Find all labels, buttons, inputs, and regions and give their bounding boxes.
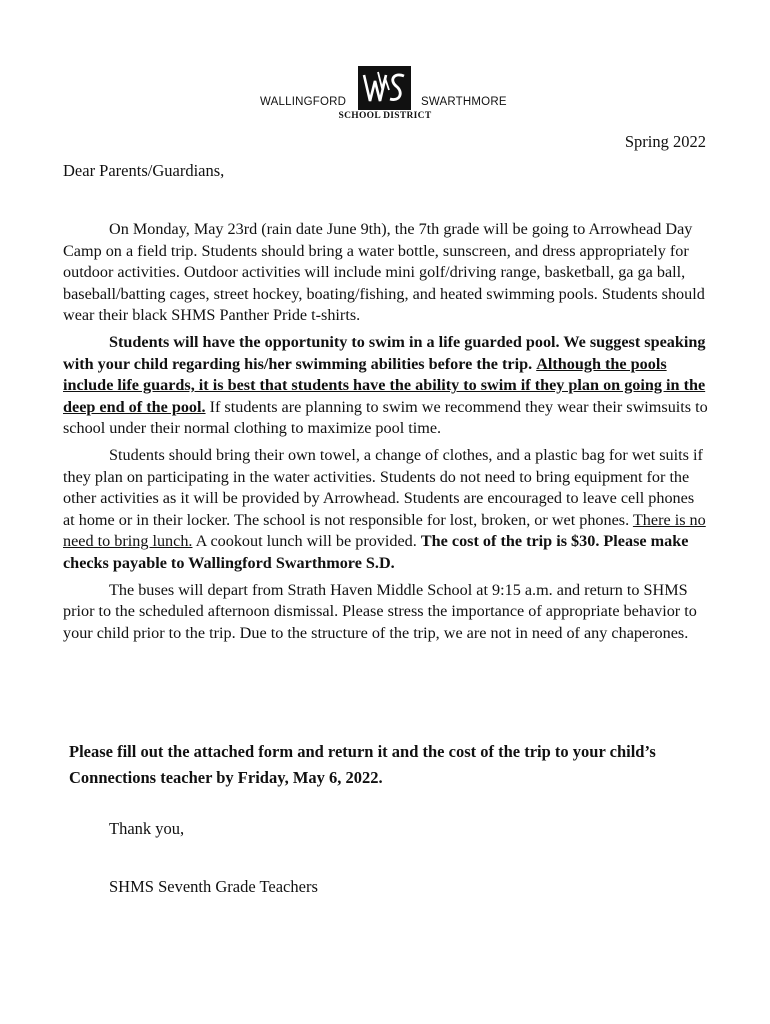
- district-name-right: SWARTHMORE: [421, 96, 507, 108]
- signature: SHMS Seventh Grade Teachers: [109, 877, 318, 896]
- paragraph-trip-info-text: On Monday, May 23rd (rain date June 9th), the 7th grade will be going to Arrowhead Day Camp on a field trip. Students should bring a water bottle, sunscreen, and dress appropriately for outdoor activities. Outdoor activities will include mini golf/driving range, basketball, ga ga ball, baseball/batting cages, street hockey, boating/fishing, and heated swimming pools. Students should wear their black SHMS Panther Pride t-shirts.: [63, 220, 705, 325]
- paragraph-supplies: [63, 445, 708, 575]
- buses-text: The buses will depart from Strath Haven Middle School at 9:15 a.m. and return to SHMS prior to the scheduled afternoon dismissal. Please stress the importance of appropriate behavior to your child prior to the trip. Due to the structure of the trip, we are not in need of any chaperones.: [63, 580, 697, 642]
- paragraph-trip-info: [63, 219, 708, 327]
- swim-notice-rest: If students are planning to swim we recommend they wear their swimsuits to school under their normal clothing to maximize pool time.: [63, 397, 708, 438]
- swim-notice-underlined: Although the pools include life guards, it is best that students have the ability to swim if they plan on going in the deep end of the pool.: [63, 354, 706, 416]
- closing-thanks: Thank you,: [109, 819, 185, 838]
- trip-cost-note: The cost of the trip is $30. Please make checks payable to Wallingford Swarthmore S.D.: [63, 532, 689, 572]
- paragraph-buses: [63, 580, 708, 645]
- swim-notice-bold: Students will have the opportunity to swim in a life guarded pool. We suggest speaking with your child regarding his/her swimming abilities before the trip.: [63, 332, 706, 373]
- wsd-logo-icon: [358, 66, 411, 110]
- letterhead: [0, 66, 770, 126]
- paragraph-swimming: [63, 332, 708, 440]
- district-subtitle: SCHOOL DISTRICT: [338, 111, 432, 121]
- letter-body: [63, 219, 708, 649]
- salutation: Dear Parents/Guardians,: [63, 161, 225, 180]
- letter-date: Spring 2022: [624, 132, 706, 151]
- district-name-left: WALLINGFORD: [260, 96, 347, 108]
- supplies-text: Students should bring their own towel, a change of clothes, and a plastic bag for wet suits if they plan on participating in the water activities. Students do not need to bring equipment for the other activities as it will be provided by Arrowhead. Students are encouraged to leave cell phones at home or in their locker. The school is not responsible for lost, broken, or wet phones.: [63, 445, 703, 529]
- cookout-note: A cookout lunch will be provided.: [195, 532, 417, 551]
- no-lunch-note: There is no need to bring lunch.: [63, 510, 706, 551]
- form-return-instruction: Please fill out the attached form and return it and the cost of the trip to your child’s Connections teacher by Friday, May 6, 2022.: [69, 742, 656, 787]
